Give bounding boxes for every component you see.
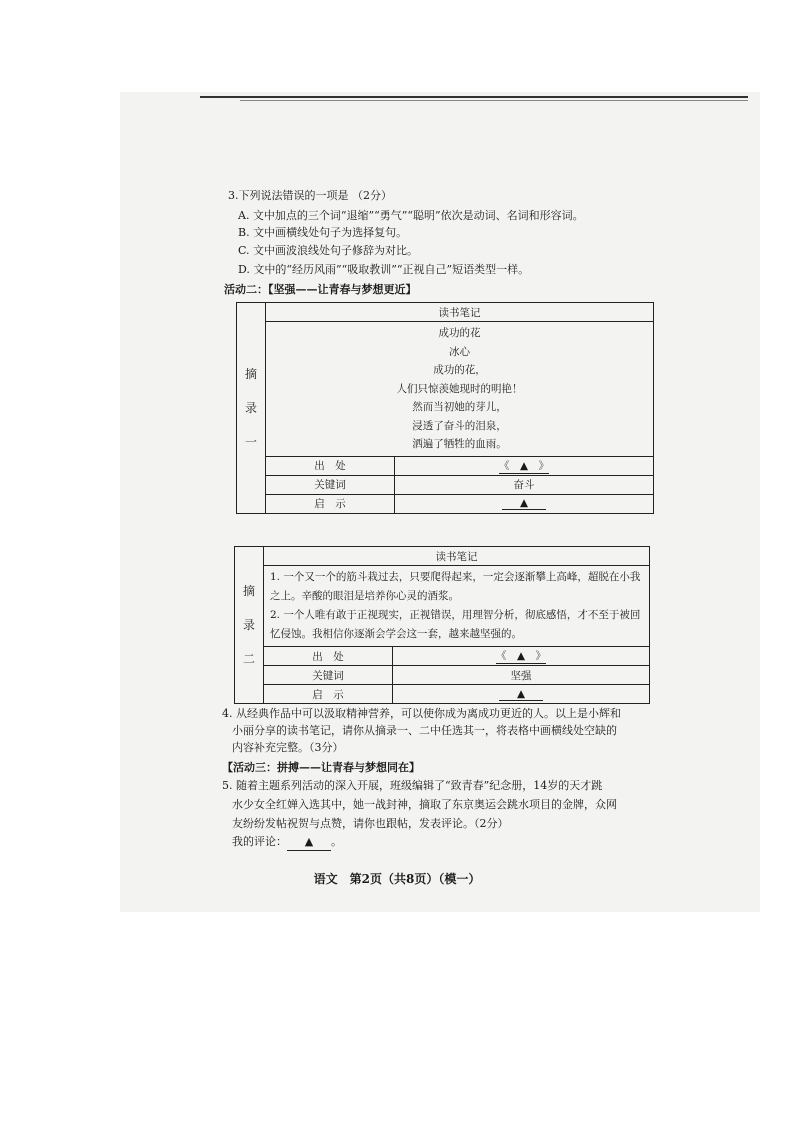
q3-option-c: C. 文中画波浪线处句子修辞为对比。 [238, 244, 419, 257]
reading-note-2 [234, 546, 650, 704]
reading-note-1 [236, 302, 654, 514]
note2-source-value: 《 ▲ 》 [393, 647, 650, 666]
q4-line2: 小丽分享的读书笔记，请你从摘录一、二中任选其一，将表格中画横线处空缺的 [232, 724, 617, 737]
comment-label: 我的评论： [232, 835, 287, 848]
q5-line3: 友纷纷发帖祝贺与点赞，请你也跟帖，发表评论。（2分） [232, 817, 509, 830]
activity3-heading: 【活动三：拼搏——让青春与梦想同在】 [222, 761, 420, 774]
q3-stem: 3.下列说法错误的一项是 （2分） [228, 189, 392, 202]
note1-keyword-value: 奋斗 [395, 475, 654, 494]
top-rule [200, 96, 748, 98]
note1-insight-value: ▲ [395, 494, 654, 513]
note2-side-label: 摘 录 二 [235, 547, 264, 704]
q3-option-d: D. 文中的“经历风雨”“吸取教训”“正视自己”短语类型一样。 [238, 263, 530, 276]
note2-insight-label: 启 示 [264, 685, 393, 704]
note2-keyword-label: 关键词 [264, 666, 393, 685]
note2-insight-value: ▲ [393, 685, 650, 704]
note1-side-label: 摘 录 一 [237, 303, 266, 514]
note1-source-value: 《 ▲ 》 [395, 456, 654, 475]
q5-line1: 5. 随着主题系列活动的深入开展，班级编辑了“致青春”纪念册，14岁的天才跳 [222, 779, 603, 792]
q4-line3: 内容补充完整。（3分） [232, 741, 344, 754]
note1-poem: 成功的花 冰心 成功的花， 人们只惊羡她现时的明艳！ 然而当初她的芽儿， 浸透了奋斗的泪泉， 洒遍了牺牲的血雨。 [266, 322, 654, 457]
q3-option-b: B. 文中画横线处句子为选择复句。 [238, 226, 408, 239]
comment-blank: ▲ [287, 834, 331, 851]
note2-title: 读书笔记 [264, 547, 650, 566]
activity2-heading: 活动二：【坚强——让青春与梦想更近】 [224, 283, 417, 296]
note2-source-label: 出 处 [264, 647, 393, 666]
note2-keyword-value: 坚强 [393, 666, 650, 685]
q3-option-a: A. 文中加点的三个词“退缩”“勇气”“聪明”依次是动词、名词和形容词。 [238, 209, 584, 222]
note1-source-label: 出 处 [266, 456, 395, 475]
q5-line2: 水少女全红婵入选其中，她一战封神，摘取了东京奥运会跳水项目的金牌，众网 [232, 798, 617, 811]
note1-insight-label: 启 示 [266, 494, 395, 513]
page-footer: 语文 第2页（共8页）（模一） [313, 872, 481, 886]
note2-excerpt: 1. 一个又一个的筋斗栽过去，只要爬得起来，一定会逐渐攀上高峰，超脱在小我之上。辛酸的眼泪是培养你心灵的酒浆。 2. 一个人唯有敢于正视现实，正视错误，用理智分析，彻底感悟，才不至于被回忆侵蚀。我相信你逐渐会学会这一套，越来越坚强的。 [264, 566, 650, 647]
note1-title: 读书笔记 [266, 303, 654, 322]
q5-comment [232, 834, 342, 851]
comment-end: 。 [331, 835, 342, 848]
q4-line1: 4. 从经典作品中可以汲取精神营养，可以使你成为离成功更近的人。以上是小辉和 [222, 707, 621, 720]
note1-keyword-label: 关键词 [266, 475, 395, 494]
top-rule-thin [240, 100, 748, 101]
